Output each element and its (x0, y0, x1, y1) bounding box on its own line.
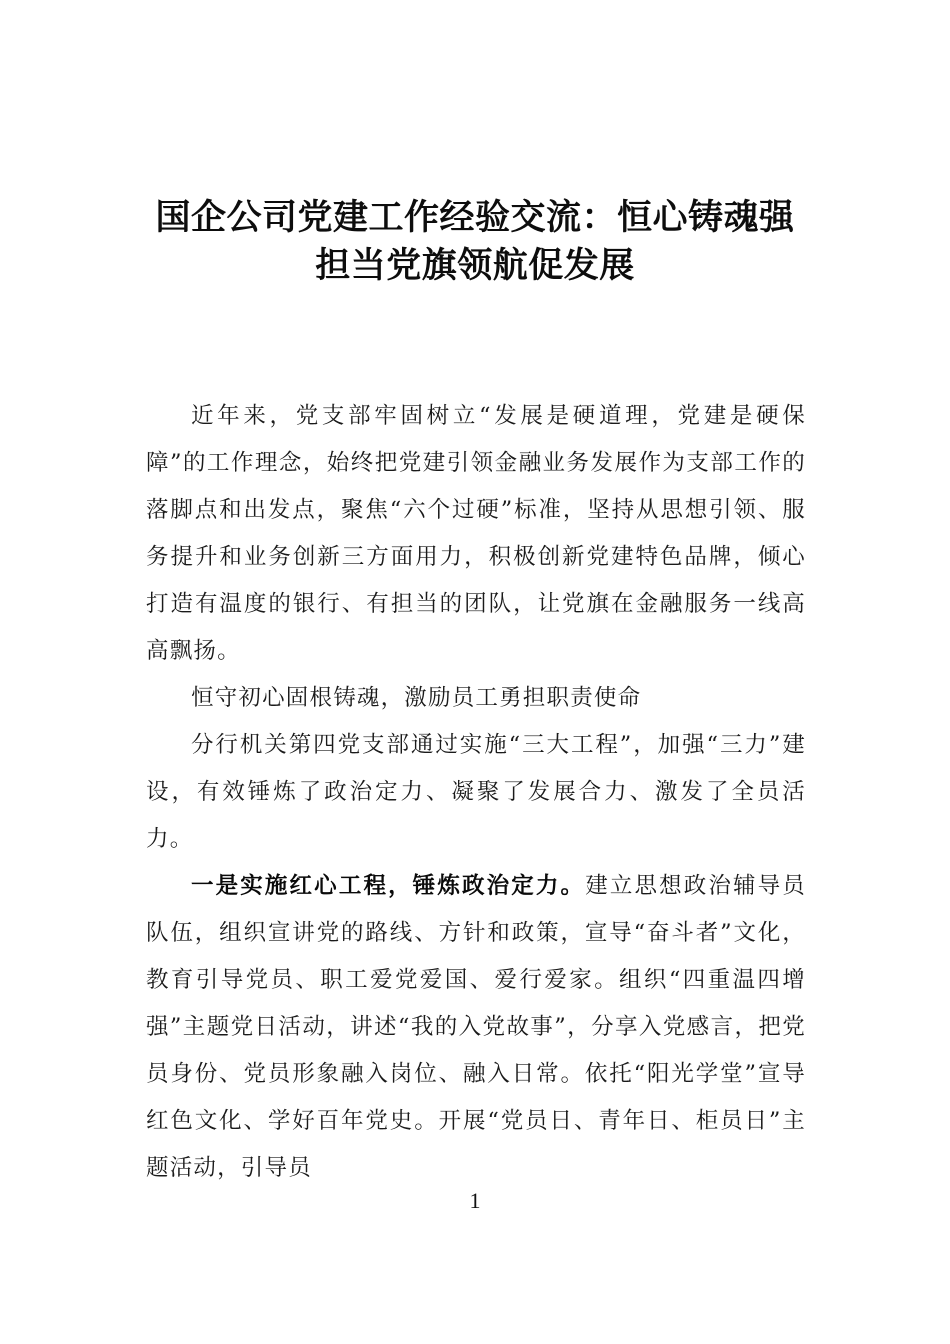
paragraph-text: 建立思想政治辅导员队伍，组织宣讲党的路线、方针和政策，宣导“奋斗者”文化，教育引导党员、职工爱党爱国、爱行爱家。组织“四重温四增强”主题党日活动，讲述“我的入党故事”，分享入党感言，把党员身份、党员形象融入岗位、融入日常。依托“阳光学堂”宣导红色文化、学好百年党史。开展“党员日、青年日、柜员日”主题活动，引导员 (146, 873, 806, 1181)
paragraph-text: 近年来，党支部牢固树立“发展是硬道理，党建是硬保障”的工作理念，始终把党建引领金融业务发展作为支部工作的落脚点和出发点，聚焦“六个过硬”标准，坚持从思想引领、服务提升和业务创新三方面用力，积极创新党建特色品牌，倾心打造有温度的银行、有担当的团队，让党旗在金融服务一线高高飘扬。 (146, 403, 806, 664)
paragraph-text: 恒守初心固根铸魂，激励员工勇担职责使命 (191, 685, 642, 711)
paragraph-subheading (146, 675, 806, 722)
paragraph-text: 分行机关第四党支部通过实施“三大工程”，加强“三力”建设，有效锤炼了政治定力、凝聚了发展合力、激发了全员活力。 (146, 732, 806, 852)
document-title-line-1: 国企公司党建工作经验交流：恒心铸魂强 (155, 197, 795, 238)
paragraph-lead-bold: 一是实施红心工程，锤炼政治定力。 (191, 873, 586, 899)
document-title-line-2: 担当党旗领航促发展 (315, 245, 635, 286)
page-number: 1 (469, 1188, 481, 1213)
paragraph-three-projects (146, 722, 806, 863)
paragraph-red-heart-project (146, 863, 806, 1192)
paragraph-intro (146, 393, 806, 675)
document-body (146, 393, 806, 1192)
